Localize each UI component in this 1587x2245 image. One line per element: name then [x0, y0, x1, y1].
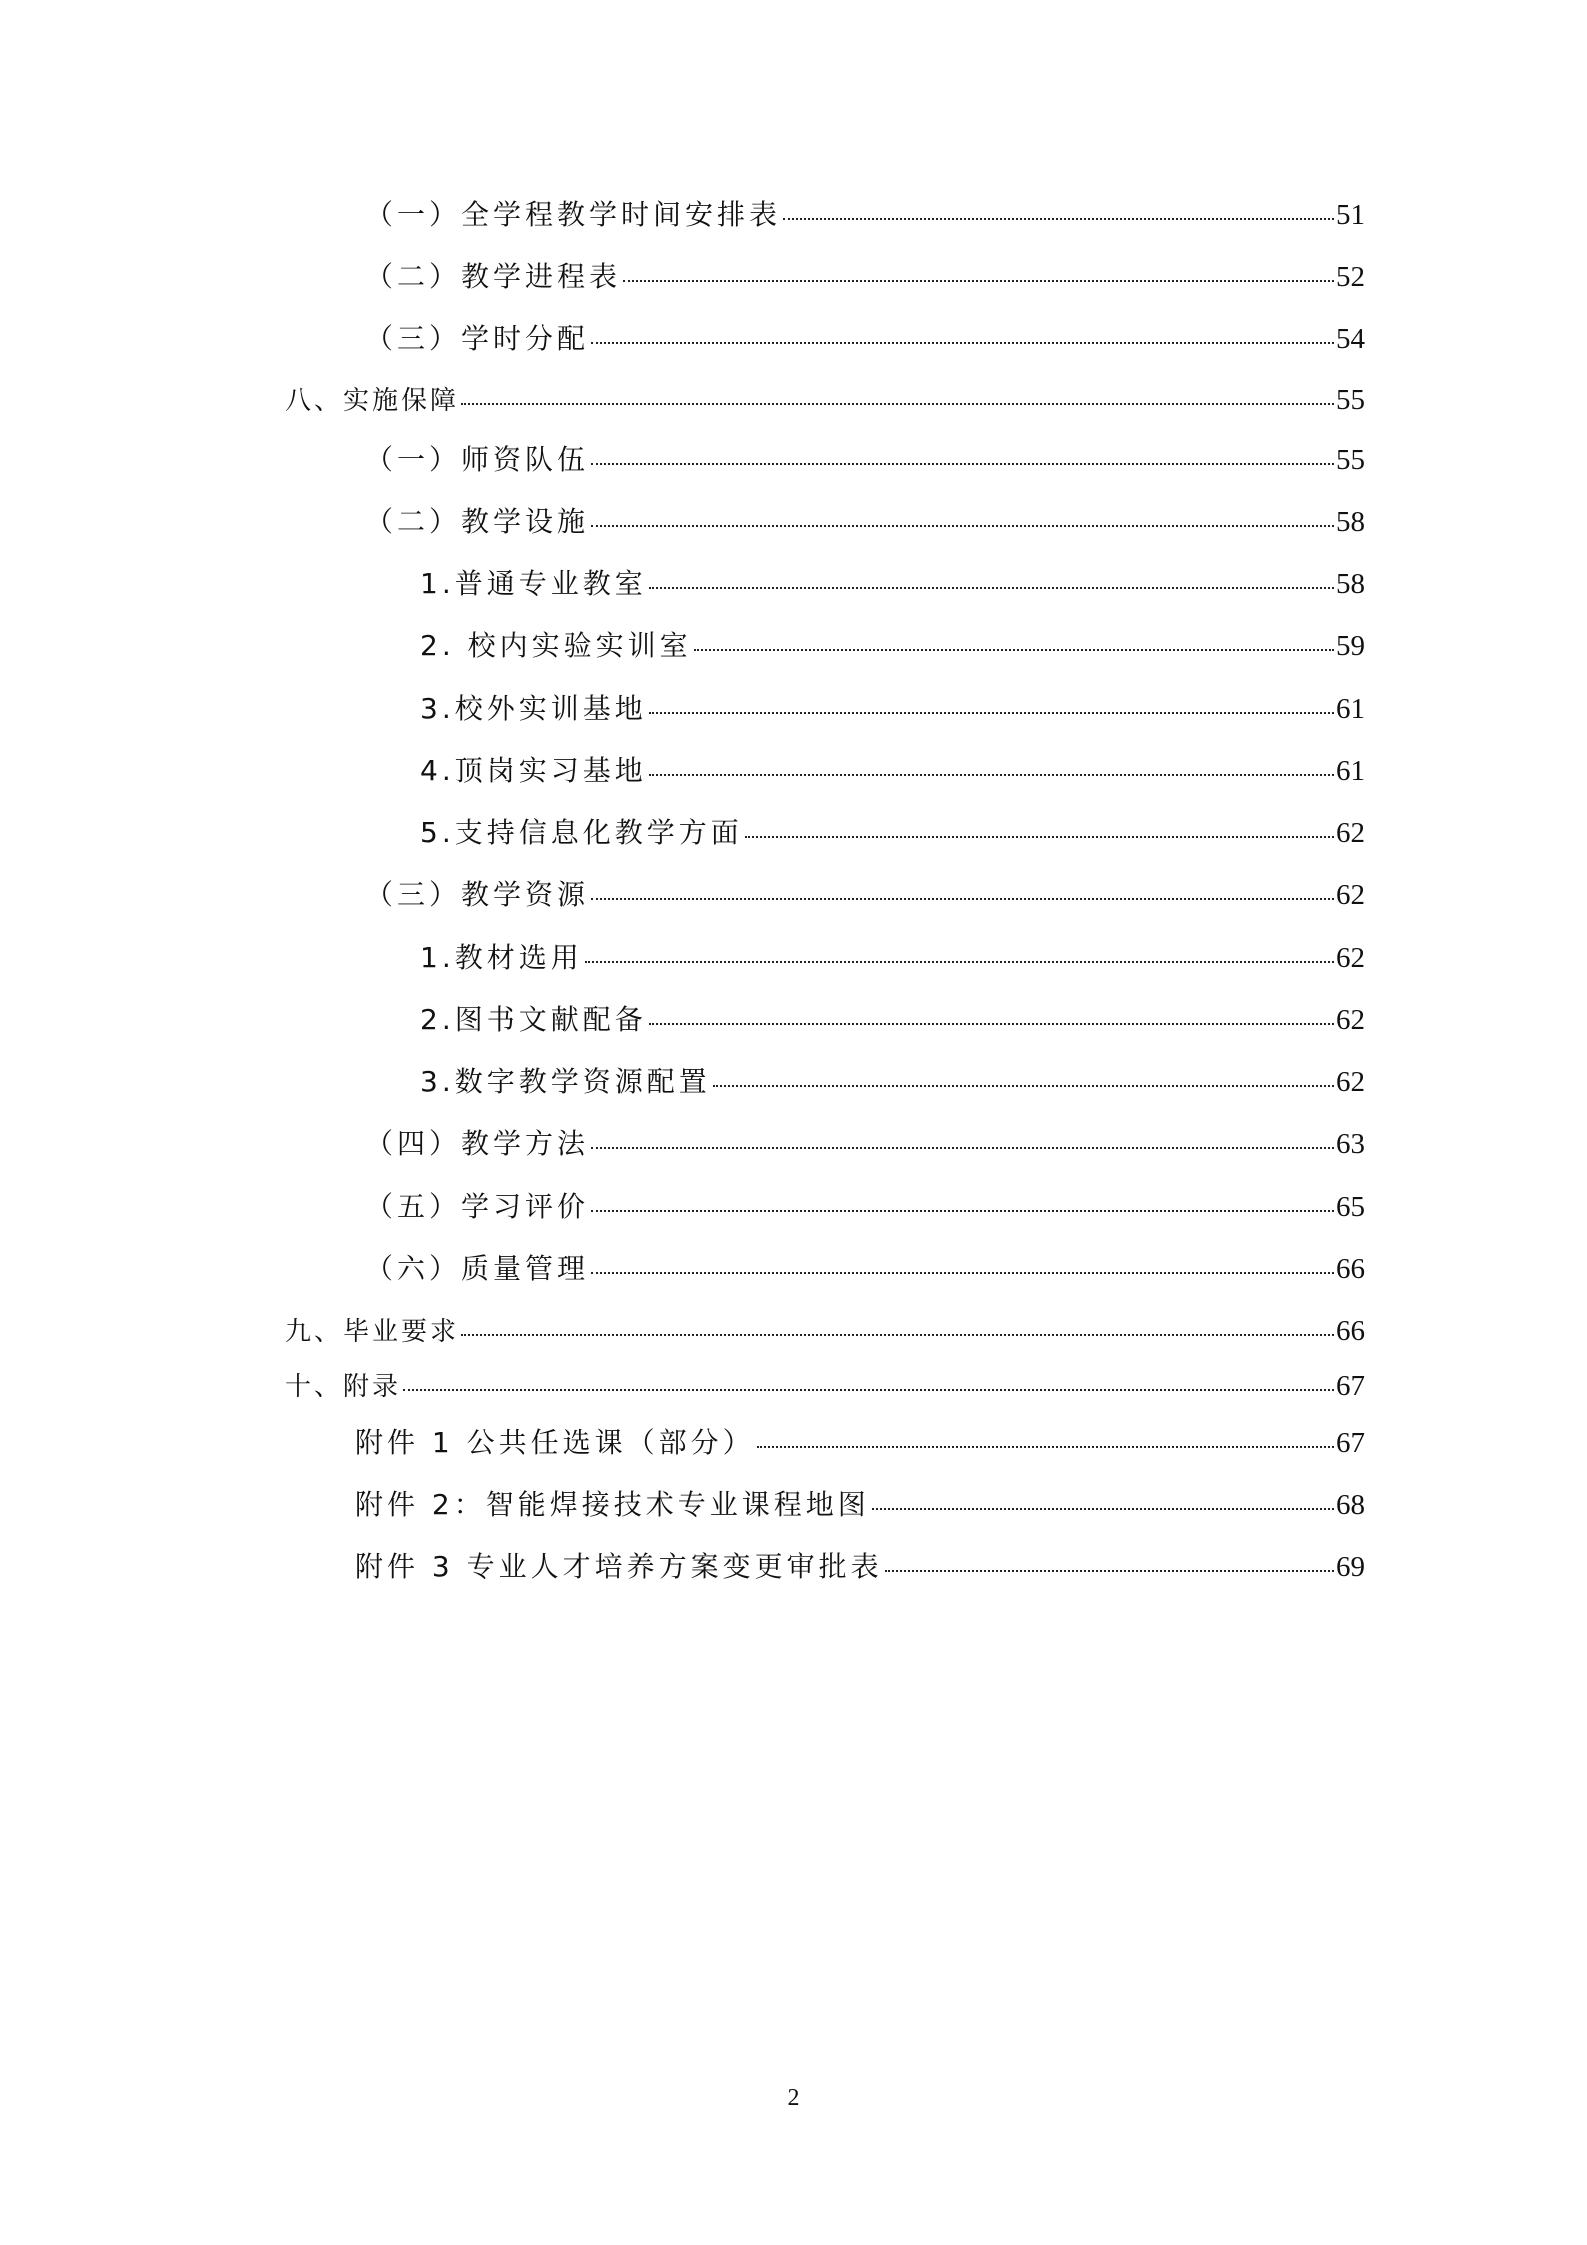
toc-entry[interactable]: [420, 687, 1365, 727]
toc-leader-dots: [649, 774, 1334, 776]
toc-entry[interactable]: [420, 749, 1365, 789]
toc-entry-page: 62: [1336, 879, 1365, 911]
toc-entry-label: 附件 2：智能焊接技术专业课程地图: [355, 1488, 870, 1521]
toc-leader-dots: [461, 403, 1334, 405]
toc-entry-label: 2. 校内实验实训室: [420, 629, 692, 662]
toc-leader-dots: [591, 525, 1334, 527]
toc-leader-dots: [585, 961, 1334, 963]
toc-entry[interactable]: [365, 193, 1365, 233]
toc-entry-label: 2.图书文献配备: [420, 1003, 647, 1036]
toc-entry-page: 54: [1336, 323, 1365, 355]
toc-entry-page: 62: [1336, 1004, 1365, 1036]
toc-entry[interactable]: [365, 1247, 1365, 1287]
toc-entry[interactable]: [285, 380, 1365, 417]
page-number: 2: [787, 2085, 800, 2111]
toc-leader-dots: [591, 463, 1334, 465]
toc-entry-page: 66: [1336, 1315, 1365, 1347]
toc-entry-page: 55: [1336, 384, 1365, 416]
toc-entry-page: 61: [1336, 755, 1365, 787]
toc-entry-page: 51: [1336, 199, 1365, 231]
toc-entry-page: 63: [1336, 1128, 1365, 1160]
toc-leader-dots: [591, 342, 1334, 344]
toc-entry-label: 1.普通专业教室: [420, 567, 647, 600]
toc-leader-dots: [649, 587, 1334, 589]
toc-entry-label: （二）教学进程表: [365, 260, 622, 293]
toc-entry-page: 52: [1336, 261, 1365, 293]
toc-leader-dots: [403, 1389, 1334, 1391]
toc-entry[interactable]: [420, 811, 1365, 851]
toc-entry-page: 66: [1336, 1253, 1365, 1285]
toc-entry[interactable]: [365, 1185, 1365, 1225]
toc-entry[interactable]: [420, 624, 1365, 664]
toc-entry-label: （四）教学方法: [365, 1127, 590, 1160]
toc-entry[interactable]: [355, 1483, 1365, 1523]
toc-entry-page: 67: [1336, 1427, 1365, 1459]
toc-entry-page: 68: [1336, 1489, 1365, 1521]
toc-entry[interactable]: [420, 562, 1365, 602]
toc-entry-page: 69: [1336, 1551, 1365, 1583]
toc-entry[interactable]: [365, 317, 1365, 357]
toc-leader-dots: [783, 218, 1334, 220]
toc-entry-label: 八、实施保障: [285, 386, 460, 416]
toc-entry-label: 1.教材选用: [420, 941, 583, 974]
toc-entry-label: 九、毕业要求: [285, 1317, 460, 1347]
toc-entry[interactable]: [365, 873, 1365, 913]
toc-entry-label: 十、附录: [285, 1372, 402, 1402]
toc-entry-page: 62: [1336, 1066, 1365, 1098]
toc-entry[interactable]: [365, 500, 1365, 540]
toc-entry[interactable]: [355, 1545, 1365, 1585]
toc-leader-dots: [757, 1446, 1334, 1448]
toc-entry-label: 附件 1 公共任选课（部分）: [355, 1426, 755, 1459]
toc-entry-label: 附件 3 专业人才培养方案变更审批表: [355, 1550, 883, 1583]
toc-entry[interactable]: [365, 255, 1365, 295]
toc-entry-page: 61: [1336, 693, 1365, 725]
toc-entry-page: 65: [1336, 1191, 1365, 1223]
toc-entry-label: （一）全学程教学时间安排表: [365, 198, 782, 231]
toc-entry-page: 62: [1336, 942, 1365, 974]
toc-entry-page: 59: [1336, 630, 1365, 662]
toc-entry[interactable]: [365, 438, 1365, 478]
toc-leader-dots: [745, 836, 1334, 838]
toc-entry-label: （五）学习评价: [365, 1190, 590, 1223]
toc-entry[interactable]: [365, 1122, 1365, 1162]
toc-entry[interactable]: [420, 998, 1365, 1038]
toc-entry-page: 62: [1336, 817, 1365, 849]
toc-leader-dots: [649, 1023, 1334, 1025]
toc-leader-dots: [591, 1272, 1334, 1274]
toc-entry-label: （三）教学资源: [365, 878, 590, 911]
toc-leader-dots: [461, 1334, 1334, 1336]
toc-leader-dots: [885, 1570, 1334, 1572]
toc-entry-label: 4.顶岗实习基地: [420, 754, 647, 787]
toc-leader-dots: [591, 1147, 1334, 1149]
toc-entry-label: （六）质量管理: [365, 1252, 590, 1285]
toc-entry[interactable]: [285, 1311, 1365, 1348]
toc-leader-dots: [713, 1085, 1334, 1087]
toc-entry-label: （三）学时分配: [365, 322, 590, 355]
toc-entry-page: 58: [1336, 506, 1365, 538]
toc-entry-page: 67: [1336, 1370, 1365, 1402]
toc-entry-label: 3.校外实训基地: [420, 692, 647, 725]
toc-entry[interactable]: [355, 1421, 1365, 1461]
toc-entry-page: 58: [1336, 568, 1365, 600]
toc-leader-dots: [649, 712, 1334, 714]
toc-entry[interactable]: [285, 1366, 1365, 1403]
toc-entry-page: 55: [1336, 444, 1365, 476]
toc-leader-dots: [623, 280, 1334, 282]
toc-leader-dots: [591, 898, 1334, 900]
toc-entry-label: 3.数字教学资源配置: [420, 1065, 711, 1098]
toc-entry-label: 5.支持信息化教学方面: [420, 816, 743, 849]
toc-leader-dots: [591, 1210, 1334, 1212]
toc-leader-dots: [872, 1508, 1334, 1510]
toc-entry[interactable]: [420, 1060, 1365, 1100]
toc-entry[interactable]: [420, 936, 1365, 976]
toc-leader-dots: [694, 649, 1334, 651]
toc-entry-label: （一）师资队伍: [365, 443, 590, 476]
toc-entry-label: （二）教学设施: [365, 505, 590, 538]
